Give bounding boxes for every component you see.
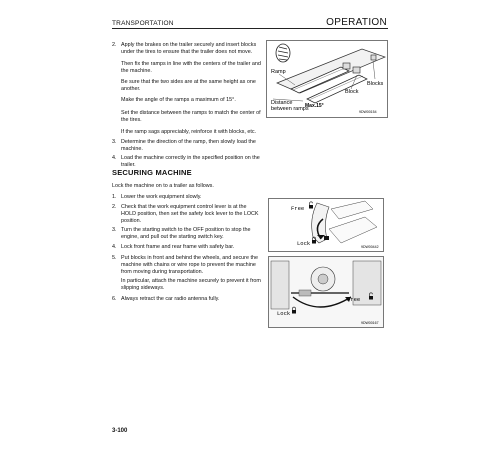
- step-text: Load the machine correctly in the specified position on the trailer.: [121, 155, 260, 168]
- securing-step-5-para: [112, 278, 262, 292]
- figure-code: 9DW00154: [359, 110, 377, 114]
- lock-icon: [292, 310, 296, 314]
- lock-icon: [312, 240, 316, 244]
- step-number: 1.: [112, 194, 117, 200]
- securing-step-5: [112, 255, 262, 276]
- step-text: Turn the starting switch to the OFF position to stop the engine, and pull out the starting switch key.: [121, 227, 251, 240]
- intro-text: Lock the machine on to a trailer as follows.: [112, 183, 214, 189]
- section-header-left: TRANSPORTATION: [112, 20, 174, 27]
- unlock-icon: [309, 205, 313, 209]
- securing-step-4: [112, 244, 262, 251]
- lock-lever-figure: [268, 198, 384, 252]
- upper-step-2-para-4: [112, 110, 262, 124]
- step-text: Check that the work equipment control lever is at the HOLD position, then set the safety lock lever to the LOCK position.: [121, 204, 259, 224]
- label-lock: Lock: [277, 310, 291, 317]
- securing-step-2: [112, 204, 262, 225]
- upper-step-2-para-2: [112, 79, 262, 93]
- label-ramp: Ramp: [271, 69, 286, 75]
- securing-step-3: [112, 227, 262, 241]
- securing-step-6: [112, 296, 262, 303]
- section-title: SECURING MACHINE: [112, 168, 192, 177]
- label-between-ramps: between ramps: [271, 106, 309, 112]
- upper-step-2: [112, 42, 262, 56]
- figure-code: 9DW00167: [361, 321, 379, 325]
- label-max-angle: Max.15°: [305, 103, 324, 109]
- upper-step-2-para-3: [112, 97, 262, 104]
- ramp-figure: [266, 40, 388, 118]
- upper-step-2-para-5: [112, 129, 262, 136]
- lock-lever-illustration: [269, 199, 383, 251]
- step-text: Lock front frame and rear frame with safety bar.: [121, 244, 235, 250]
- step-text: Then fix the ramps in line with the centers of the trailer and the machine.: [121, 61, 261, 74]
- label-free: Free: [291, 205, 305, 212]
- upper-step-2-para-1: [112, 61, 262, 75]
- upper-step-3: [112, 139, 262, 153]
- step-number: 4.: [112, 244, 117, 250]
- section-header-right: OPERATION: [326, 17, 387, 28]
- step-number: 5.: [112, 255, 117, 261]
- ramp-illustration: [267, 41, 387, 117]
- label-distance: Distance: [271, 100, 293, 106]
- step-number: 6.: [112, 296, 117, 302]
- step-text: Lower the work equipment slowly.: [121, 194, 202, 200]
- header-rule: [112, 28, 388, 29]
- page-number: 3-100: [112, 428, 128, 434]
- safety-bar-figure: [268, 256, 384, 328]
- step-text: Put blocks in front and behind the wheels, and secure the machine with chains or wire rope to prevent the machine from moving during transportation.: [121, 255, 258, 275]
- figure-code: 9DW00442: [361, 245, 379, 249]
- step-text: In particular, attach the machine securely to prevent it from slipping sideways.: [121, 278, 261, 291]
- upper-step-4: [112, 155, 262, 169]
- step-text: If the ramp sags appreciably, reinforce it with blocks, etc.: [121, 129, 257, 135]
- step-number: 3.: [112, 227, 117, 233]
- step-text: Always retract the car radio antenna fully.: [121, 296, 220, 302]
- step-text: Make the angle of the ramps a maximum of 15°.: [121, 97, 236, 103]
- label-free: Free: [347, 296, 361, 303]
- unlock-icon: [369, 296, 373, 300]
- step-number: 4.: [112, 155, 117, 161]
- label-blocks: Blocks: [367, 81, 384, 87]
- securing-intro: [112, 183, 262, 190]
- securing-step-1: [112, 194, 262, 201]
- step-number: 2.: [112, 42, 117, 48]
- step-number: 2.: [112, 204, 117, 210]
- step-text: Set the distance between the ramps to match the center of the tires.: [121, 110, 261, 123]
- step-number: 3.: [112, 139, 117, 145]
- label-block: Block: [345, 89, 359, 95]
- step-text: Determine the direction of the ramp, then slowly load the machine.: [121, 139, 256, 152]
- step-text: Apply the brakes on the trailer securely and insert blocks under the tires to ensure that the trailer does not move.: [121, 42, 257, 55]
- label-lock: Lock: [297, 240, 311, 247]
- step-text: Be sure that the two sides are at the same height as one another.: [121, 79, 256, 92]
- safety-bar-illustration: [269, 257, 383, 327]
